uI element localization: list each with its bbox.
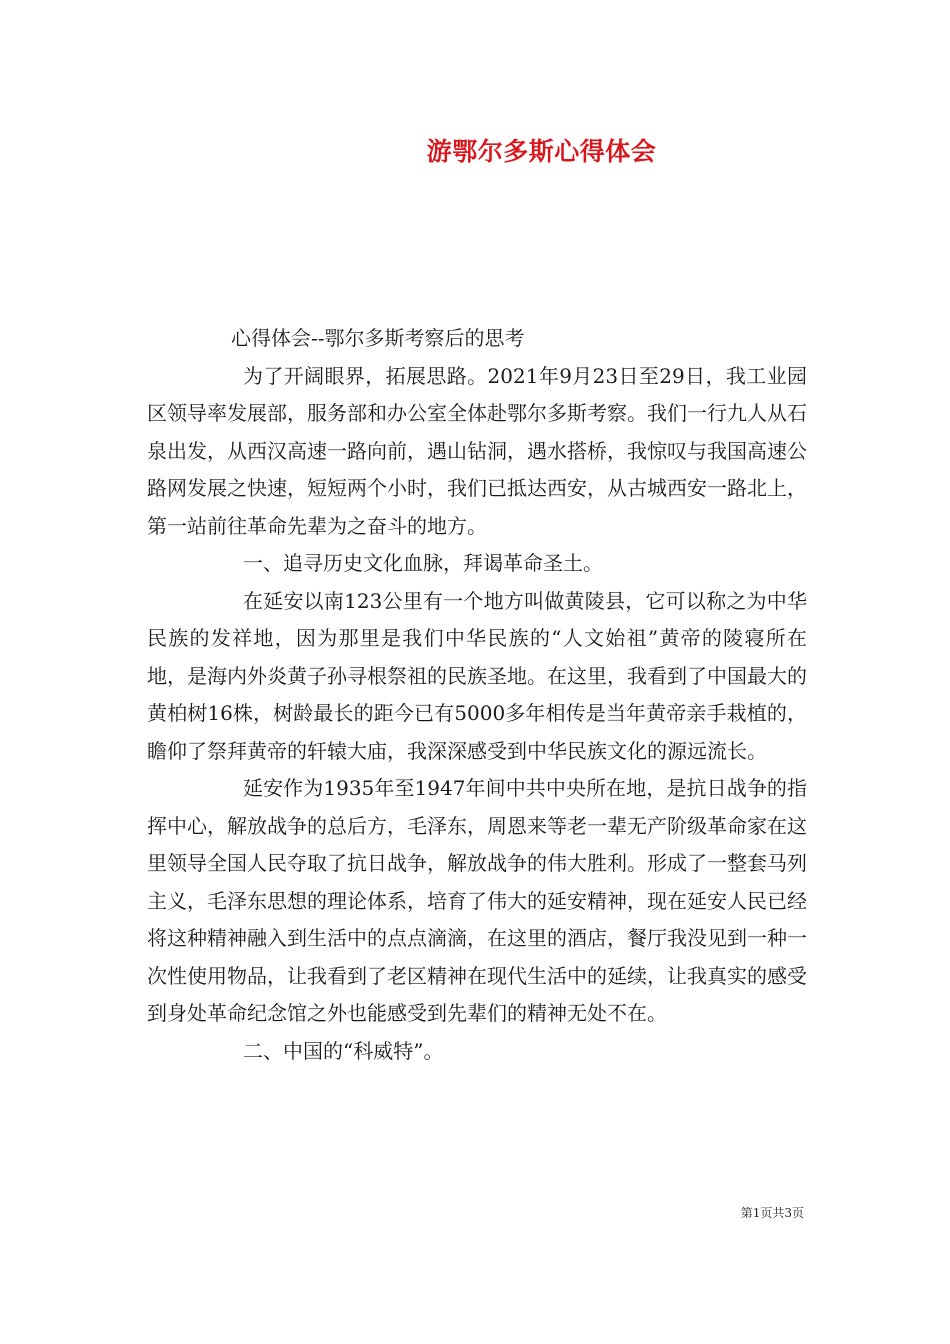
paragraph-huangling: 在延安以南123公里有一个地方叫做黄陵县，它可以称之为中华民族的发祥地，因为那里是我们中华民族的“人文始祖”黄帝的陵寝所在地，是海内外炎黄子孙寻根祭祖的民族圣地。在这里，我看到了中国最大的黄柏树16株，树龄最长的距今已有5000多年相传是当年黄帝亲手栽植的，瞻仰了祭拜黄帝的轩辕大庙，我深深感受到中华民族文化的源远流长。 xyxy=(147,588,807,763)
section-heading-2: 二、中国的“科威特”。 xyxy=(243,1038,444,1063)
document-subtitle: 心得体会--鄂尔多斯考察后的思考 xyxy=(231,326,525,350)
document-title: 游鄂尔多斯心得体会 xyxy=(426,137,657,166)
section-heading-1: 一、追寻历史文化血脉，拜谒革命圣土。 xyxy=(243,551,603,575)
page-number: 第1页共3页 xyxy=(740,1206,804,1220)
paragraph-yanan: 延安作为1935年至1947年间中共中央所在地，是抗日战争的指挥中心，解放战争的总后方，毛泽东，周恩来等老一辈无产阶级革命家在这里领导全国人民夺取了抗日战争，解放战争的伟大胜利。形成了一整套马列主义，毛泽东思想的理论体系，培育了伟大的延安精神，现在延安人民已经将这种精神融入到生活中的点点滴滴，在这里的酒店，餐厅我没见到一种一次性使用物品，让我看到了老区精神在现代生活中的延续，让我真实的感受到身处革命纪念馆之外也能感受到先辈们的精神无处不在。 xyxy=(147,776,807,1025)
document-body xyxy=(147,320,807,1070)
paragraph-intro: 为了开阔眼界，拓展思路。2021年9月23日至29日，我工业园区领导率发展部，服务部和办公室全体赴鄂尔多斯考察。我们一行九人从石泉出发，从西汉高速一路向前，遇山钻洞，遇水搭桥，我惊叹与我国高速公路网发展之快速，短短两个小时，我们已抵达西安，从古城西安一路北上，第一站前往革命先辈为之奋斗的地方。 xyxy=(147,363,807,538)
